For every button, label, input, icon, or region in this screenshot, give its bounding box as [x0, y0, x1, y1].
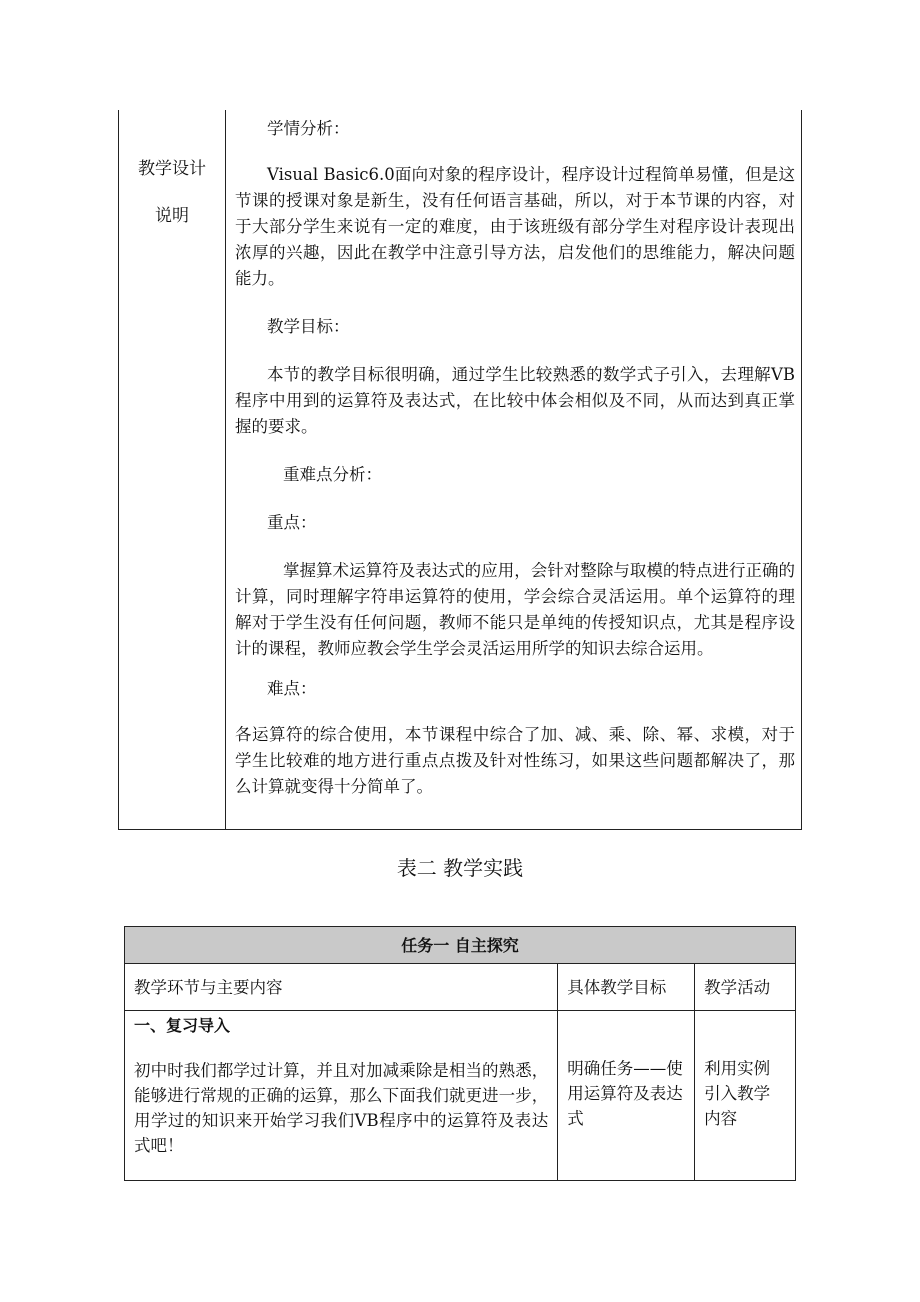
col-header-activity: 教学活动	[695, 964, 796, 1011]
left-label-line1: 教学设计	[138, 159, 206, 179]
analysis-body: Visual Basic6.0面向对象的程序设计，程序设计过程简单易懂，但是这节课的授课对象是新生，没有任何语言基础，所以，对于本节课的内容，对于大部分学生来说有一定的难度，由于该班级有部分学生对程序设计表现出浓厚的兴趣，因此在教学中注意引导方法，启发他们的思维能力，解决问题能力。	[235, 165, 795, 288]
difficult-points-heading: 难点：	[267, 679, 317, 698]
row-content-cell	[125, 1011, 558, 1181]
key-difficult-heading: 重难点分析：	[283, 465, 382, 484]
design-notes-table	[118, 110, 802, 830]
analysis-heading: 学情分析：	[267, 119, 350, 138]
objectives-heading: 教学目标：	[267, 317, 350, 336]
row-goal: 明确任务——使用运算符及表达式	[567, 1059, 683, 1128]
left-label-cell	[119, 146, 225, 240]
design-notes-content	[235, 110, 795, 800]
row-activity: 利用实例引入教学内容	[704, 1059, 771, 1128]
key-points-body: 掌握算术运算符及表达式的应用，会针对整除与取模的特点进行正确的计算，同时理解字符串运算符的使用，学会综合灵活运用。单个运算符的理解对于学生没有任何问题，教师不能只是单纯的传授知识点，尤其是程序设计的课程，教师应教会学生学会灵活运用所学的知识去综合运用。	[235, 561, 795, 658]
difficult-points-body: 各运算符的综合使用，本节课程中综合了加、减、乘、除、幂、求模，对于学生比较难的地方进行重点点拨及针对性练习，如果这些问题都解决了，那么计算就变得十分简单了。	[235, 725, 795, 796]
row-body: 初中时我们都学过计算，并且对加减乘除是相当的熟悉，能够进行常规的正确的运算，那么下面我们就更进一步，用学过的知识来开始学习我们VB程序中的运算符及表达式吧！	[134, 1061, 549, 1155]
row-activity-cell	[695, 1011, 796, 1181]
col-header-content: 教学环节与主要内容	[125, 964, 558, 1011]
key-points-heading: 重点：	[267, 513, 317, 532]
left-label-line2: 说明	[155, 206, 189, 226]
table-caption: 表二 教学实践	[396, 856, 524, 880]
row-goal-cell	[558, 1011, 695, 1181]
col-header-goal: 具体教学目标	[558, 964, 695, 1011]
row-heading: 一、复习导入	[134, 1016, 231, 1035]
column-divider	[225, 110, 226, 829]
objectives-body: 本节的教学目标很明确，通过学生比较熟悉的数学式子引入，去理解VB程序中用到的运算符及表达式，在比较中体会相似及不同，从而达到真正掌握的要求。	[235, 365, 795, 436]
teaching-practice-table	[124, 926, 796, 1181]
task-title: 任务一 自主探究	[125, 927, 796, 964]
